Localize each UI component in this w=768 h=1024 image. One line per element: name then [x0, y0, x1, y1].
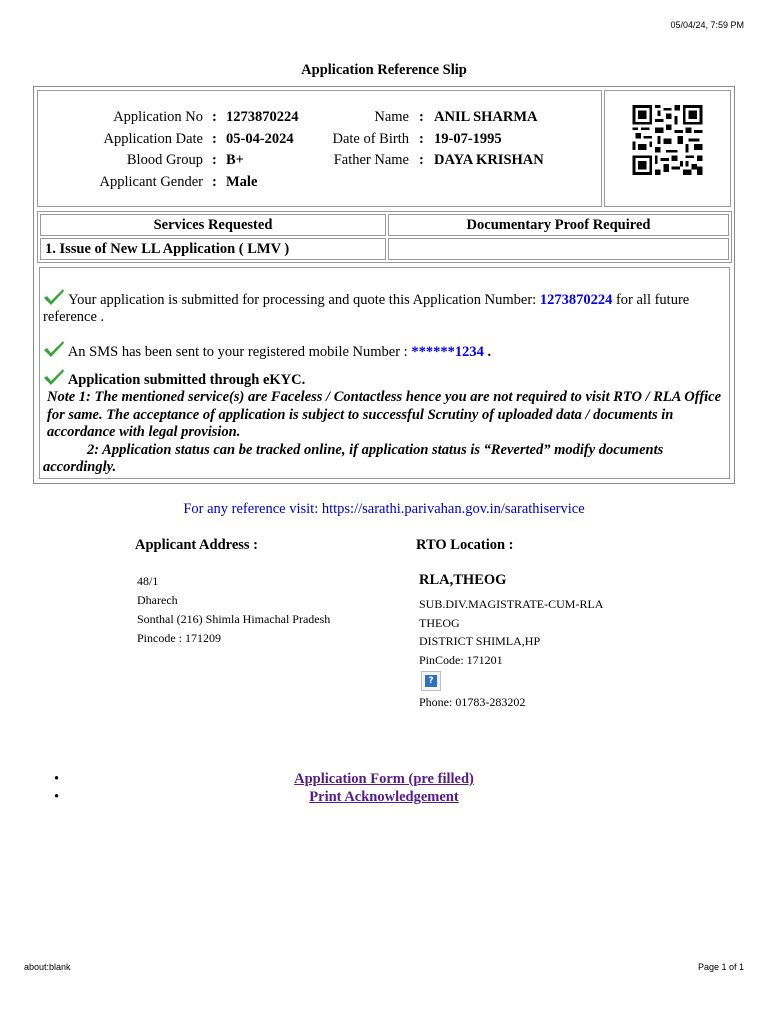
separator: : — [212, 131, 217, 147]
map-help-icon[interactable] — [421, 671, 441, 691]
blood-group-value: B+ — [226, 152, 244, 168]
applicant-address — [137, 572, 330, 648]
notes — [43, 389, 725, 477]
separator: : — [419, 152, 424, 168]
gender-label: Applicant Gender — [99, 174, 203, 190]
application-no-value: 1273870224 — [226, 109, 299, 125]
address-line: Dharech — [137, 593, 178, 607]
rto-location-heading: RTO Location : — [416, 537, 514, 553]
note-1: Note 1: The mentioned service(s) are Faceless / Contactless hence you are not required to visit RTO / RLA Office for same. The acceptance of application is subject to successful Scrutiny of uploaded data / documents in accordance with legal provision. — [47, 389, 722, 440]
ekyc-text: Application submitted through eKYC. — [67, 372, 306, 388]
info-row-3 — [38, 152, 603, 172]
info-row-2 — [38, 131, 603, 151]
info-row-4 — [38, 174, 603, 194]
separator: : — [419, 131, 424, 147]
qr-code-icon — [631, 105, 704, 175]
rto-address — [419, 595, 603, 669]
separator: : — [212, 109, 217, 125]
gender-value: Male — [226, 174, 258, 190]
list-item — [0, 789, 768, 807]
rto-phone: Phone: 01783-283202 — [419, 695, 526, 709]
reference-url-line: For any reference visit: https://sarathi.parivahan.gov.in/sarathiservice — [183, 501, 585, 517]
print-page-number: Page 1 of 1 — [697, 962, 744, 972]
slip-title: Application Reference Slip — [301, 62, 467, 78]
question-icon: ? — [425, 675, 437, 687]
applicant-address-heading: Applicant Address : — [135, 537, 259, 553]
list-item — [0, 771, 768, 789]
qr-code-box — [604, 90, 731, 207]
services-table — [37, 211, 732, 263]
application-number-highlight: 1273870224 — [539, 292, 613, 308]
rto-address-line: SUB.DIV.MAGISTRATE-CUM-RLA — [419, 597, 604, 611]
submitted-text-end: for all future reference . — [43, 292, 690, 325]
status-messages-box — [39, 267, 730, 479]
father-name-label: Father Name — [333, 152, 409, 168]
services-requested-header: Services Requested — [40, 214, 386, 236]
submitted-message — [43, 288, 723, 326]
rto-name: RLA,THEOG — [419, 572, 507, 588]
checkmark-icon — [43, 288, 65, 306]
sms-message — [43, 340, 723, 361]
applicant-info-box — [37, 90, 602, 207]
separator: : — [212, 174, 217, 190]
dob-value: 19-07-1995 — [434, 131, 502, 147]
checkmark-icon — [43, 368, 65, 386]
action-links — [0, 771, 768, 807]
submitted-text: Your application is submitted for processing and quote this Application Number: — [68, 292, 537, 308]
slip-frame — [33, 86, 735, 484]
address-line: Sonthal (216) Shimla Himachal Pradesh — [137, 612, 331, 626]
application-form-link[interactable]: Application Form (pre filled) — [294, 771, 474, 787]
checkmark-icon — [43, 340, 65, 358]
print-acknowledgement-link[interactable]: Print Acknowledgement — [309, 789, 459, 805]
table-row — [40, 238, 729, 260]
proof-cell — [388, 238, 729, 260]
note-2: 2: Application status can be tracked online, if application status is “Reverted” modify documents accordingly. — [43, 441, 664, 475]
name-value: ANIL SHARMA — [434, 109, 538, 125]
sms-text-end: . — [487, 344, 492, 360]
dob-label: Date of Birth — [332, 131, 409, 147]
documentary-proof-header: Documentary Proof Required — [388, 214, 729, 236]
info-row-1 — [38, 109, 603, 129]
separator: : — [419, 109, 424, 125]
service-cell: 1. Issue of New LL Application ( LMV ) — [40, 238, 386, 260]
ekyc-message — [43, 368, 723, 389]
name-label: Name — [374, 109, 409, 125]
address-pincode: Pincode : 171209 — [137, 631, 221, 645]
rto-address-line: DISTRICT SHIMLA,HP — [419, 634, 541, 648]
rto-address-line: THEOG — [419, 615, 460, 630]
application-date-value: 05-04-2024 — [226, 131, 294, 147]
sms-text: An SMS has been sent to your registered mobile Number : — [67, 344, 408, 360]
print-url: about:blank — [24, 962, 71, 972]
rto-pincode: PinCode: 171201 — [419, 652, 503, 667]
father-name-value: DAYA KRISHAN — [434, 152, 544, 168]
mobile-number: ******1234 — [411, 344, 484, 360]
blood-group-label: Blood Group — [126, 152, 203, 168]
separator: : — [212, 152, 217, 168]
print-datetime: 05/04/24, 7:59 PM — [670, 20, 744, 30]
address-line: 48/1 — [137, 574, 159, 588]
application-no-label: Application No — [113, 109, 203, 125]
application-date-label: Application Date — [103, 131, 203, 147]
